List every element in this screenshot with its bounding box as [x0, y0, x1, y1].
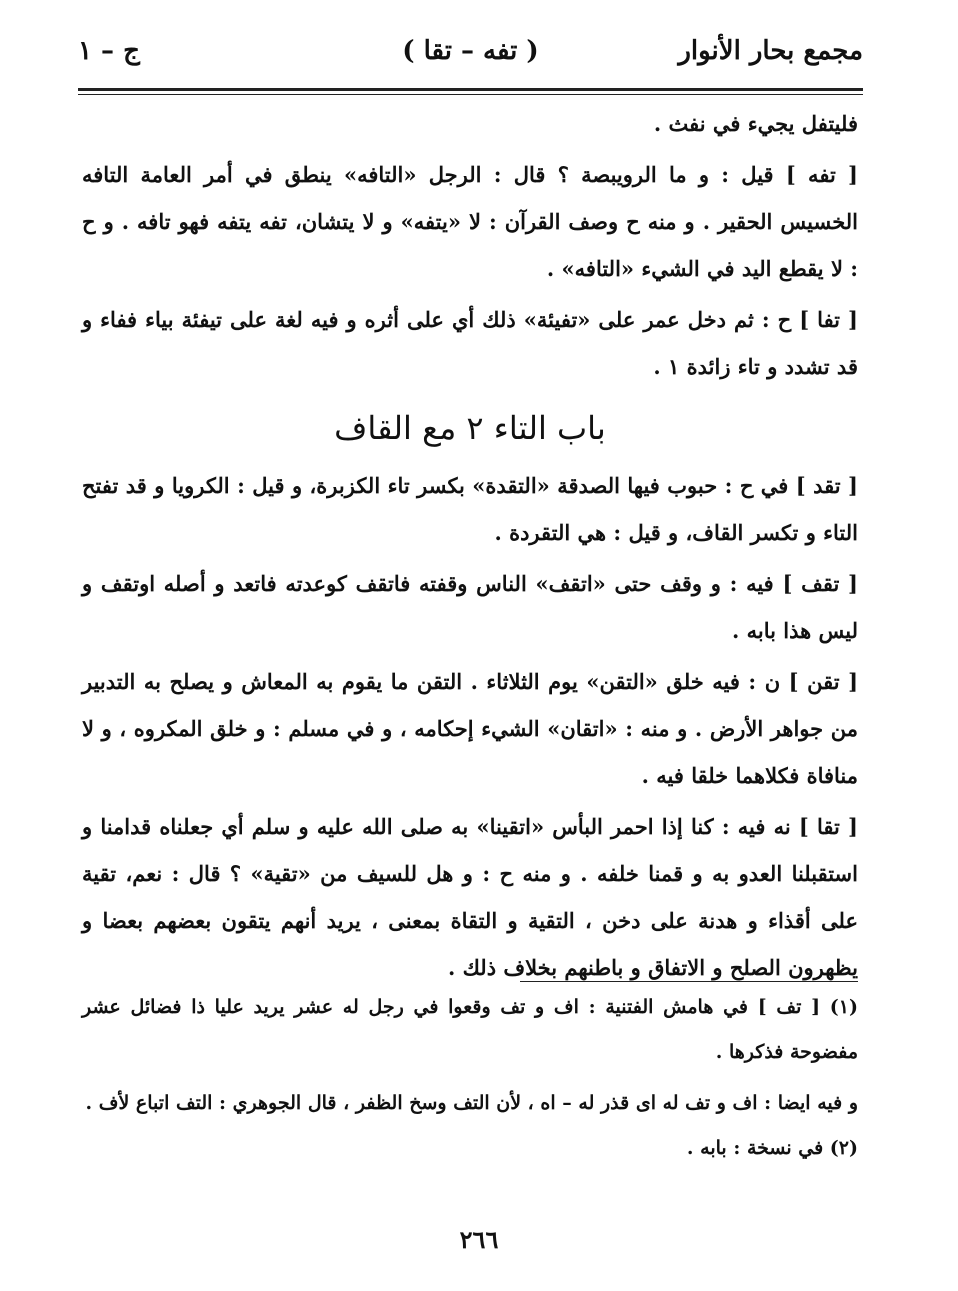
header-rule-thin: [78, 94, 863, 95]
lemma: [ تقد ]: [795, 473, 858, 498]
entry-taqad: [82, 462, 858, 556]
page-number: ٢٦٦: [459, 1225, 499, 1254]
footnotes: [82, 985, 858, 1171]
lemma: [ تقن ]: [788, 669, 859, 694]
lemma: [ تقا ]: [798, 814, 858, 839]
lemma: [ تفا ]: [799, 307, 858, 332]
footnote-1-continued: و فيه ايضا : اف و تف له اى قذر له – اه ، لأن التف وسخ الظفر ، قال الجوهري : التف اتباع لأف .: [85, 1092, 858, 1114]
entry-tafah: [82, 151, 858, 292]
volume-number: ج – ١: [78, 36, 140, 66]
chapter-heading: باب التاء ٢ مع القاف: [334, 409, 606, 447]
running-title: مجمع بحار الأنوار: [678, 36, 863, 66]
entry-taqa: [82, 803, 858, 991]
entry-text: ح : ثم دخل عمر على «تفيئة» ذلك أي على أثره و فيه لغة على تيفئة بياء ففاء و قد تشدد و تاء زائدة ١ .: [82, 307, 858, 379]
footnote-2: (٢) في نسخة : بابه .: [686, 1137, 858, 1159]
header-rule: [78, 88, 863, 91]
entry-text: نه فيه : كنا إذا احمر البأس «اتقينا» به صلى الله عليه و سلم أي جعلناه قدامنا و استقبلنا العدو به و قمنا خلفه . و منه ح : و هل للسيف من «تقية» ؟ قال : نعم، تقية على أقذاء و هدنة على دخن ، التقية و التقاة بمعنى ، يريد أنهم يتقون بعضهم بعضا و يظهرون الصلح و الاتفاق و باطنهم بخلاف ذلك .: [82, 814, 858, 980]
opening-line: فليتفل يجيء في نفث .: [653, 111, 858, 136]
page-header: [78, 30, 863, 80]
entry-text: ن : فيه خلق «التقن» يوم الثلاثاء . التقن ما يقوم به المعاش و يصلح به التدبير من جواهر الأرض . و منه : «اتقان» الشيء إحكامه ، و في مسلم : و خلق المكروه ، و لا منافاة فكلاهما خلقا فيه .: [82, 669, 858, 788]
entry-text: قيل : و ما الرويبصة ؟ قال : الرجل «التافه» ينطق في أمر العامة التافه الخسيس الحقير . و منه ح وصف القرآن : لا «يتفه» و لا يتشان، تفه يتفه فهو تافه . و ح : لا يقطع اليد في الشيء «التافه» .: [82, 162, 858, 281]
footnote-rule: [520, 981, 858, 982]
lemma: [ تقف ]: [782, 571, 858, 596]
entry-range: ( تفه – تقا ): [402, 36, 539, 66]
lemma: [ تفه ]: [785, 162, 858, 187]
entry-taqan: [82, 658, 858, 799]
entry-taqaf: [82, 560, 858, 654]
entry-text: في ح : حبوب فيها الصدقة «التقدة» بكسر تاء الكزبرة، و قيل : الكرويا و قد تفتح التاء و تكسر القاف، و قيل : هي التقردة .: [82, 473, 858, 545]
main-text: [82, 100, 858, 991]
footnote-1: (١) [ تف ] في هامش الفتنية : اف و تف وقعوا في رجل له عشر يريد عليا ذا فضائل عشر مفضوحة فذكرها .: [82, 996, 858, 1063]
entry-text: فيه : و وقف حتى «اتقف» الناس وقفته فاتقف كوعدته فاتعد و أصله اوتقف و ليس هذا بابه .: [82, 571, 858, 643]
entry-tafa: [82, 296, 858, 390]
